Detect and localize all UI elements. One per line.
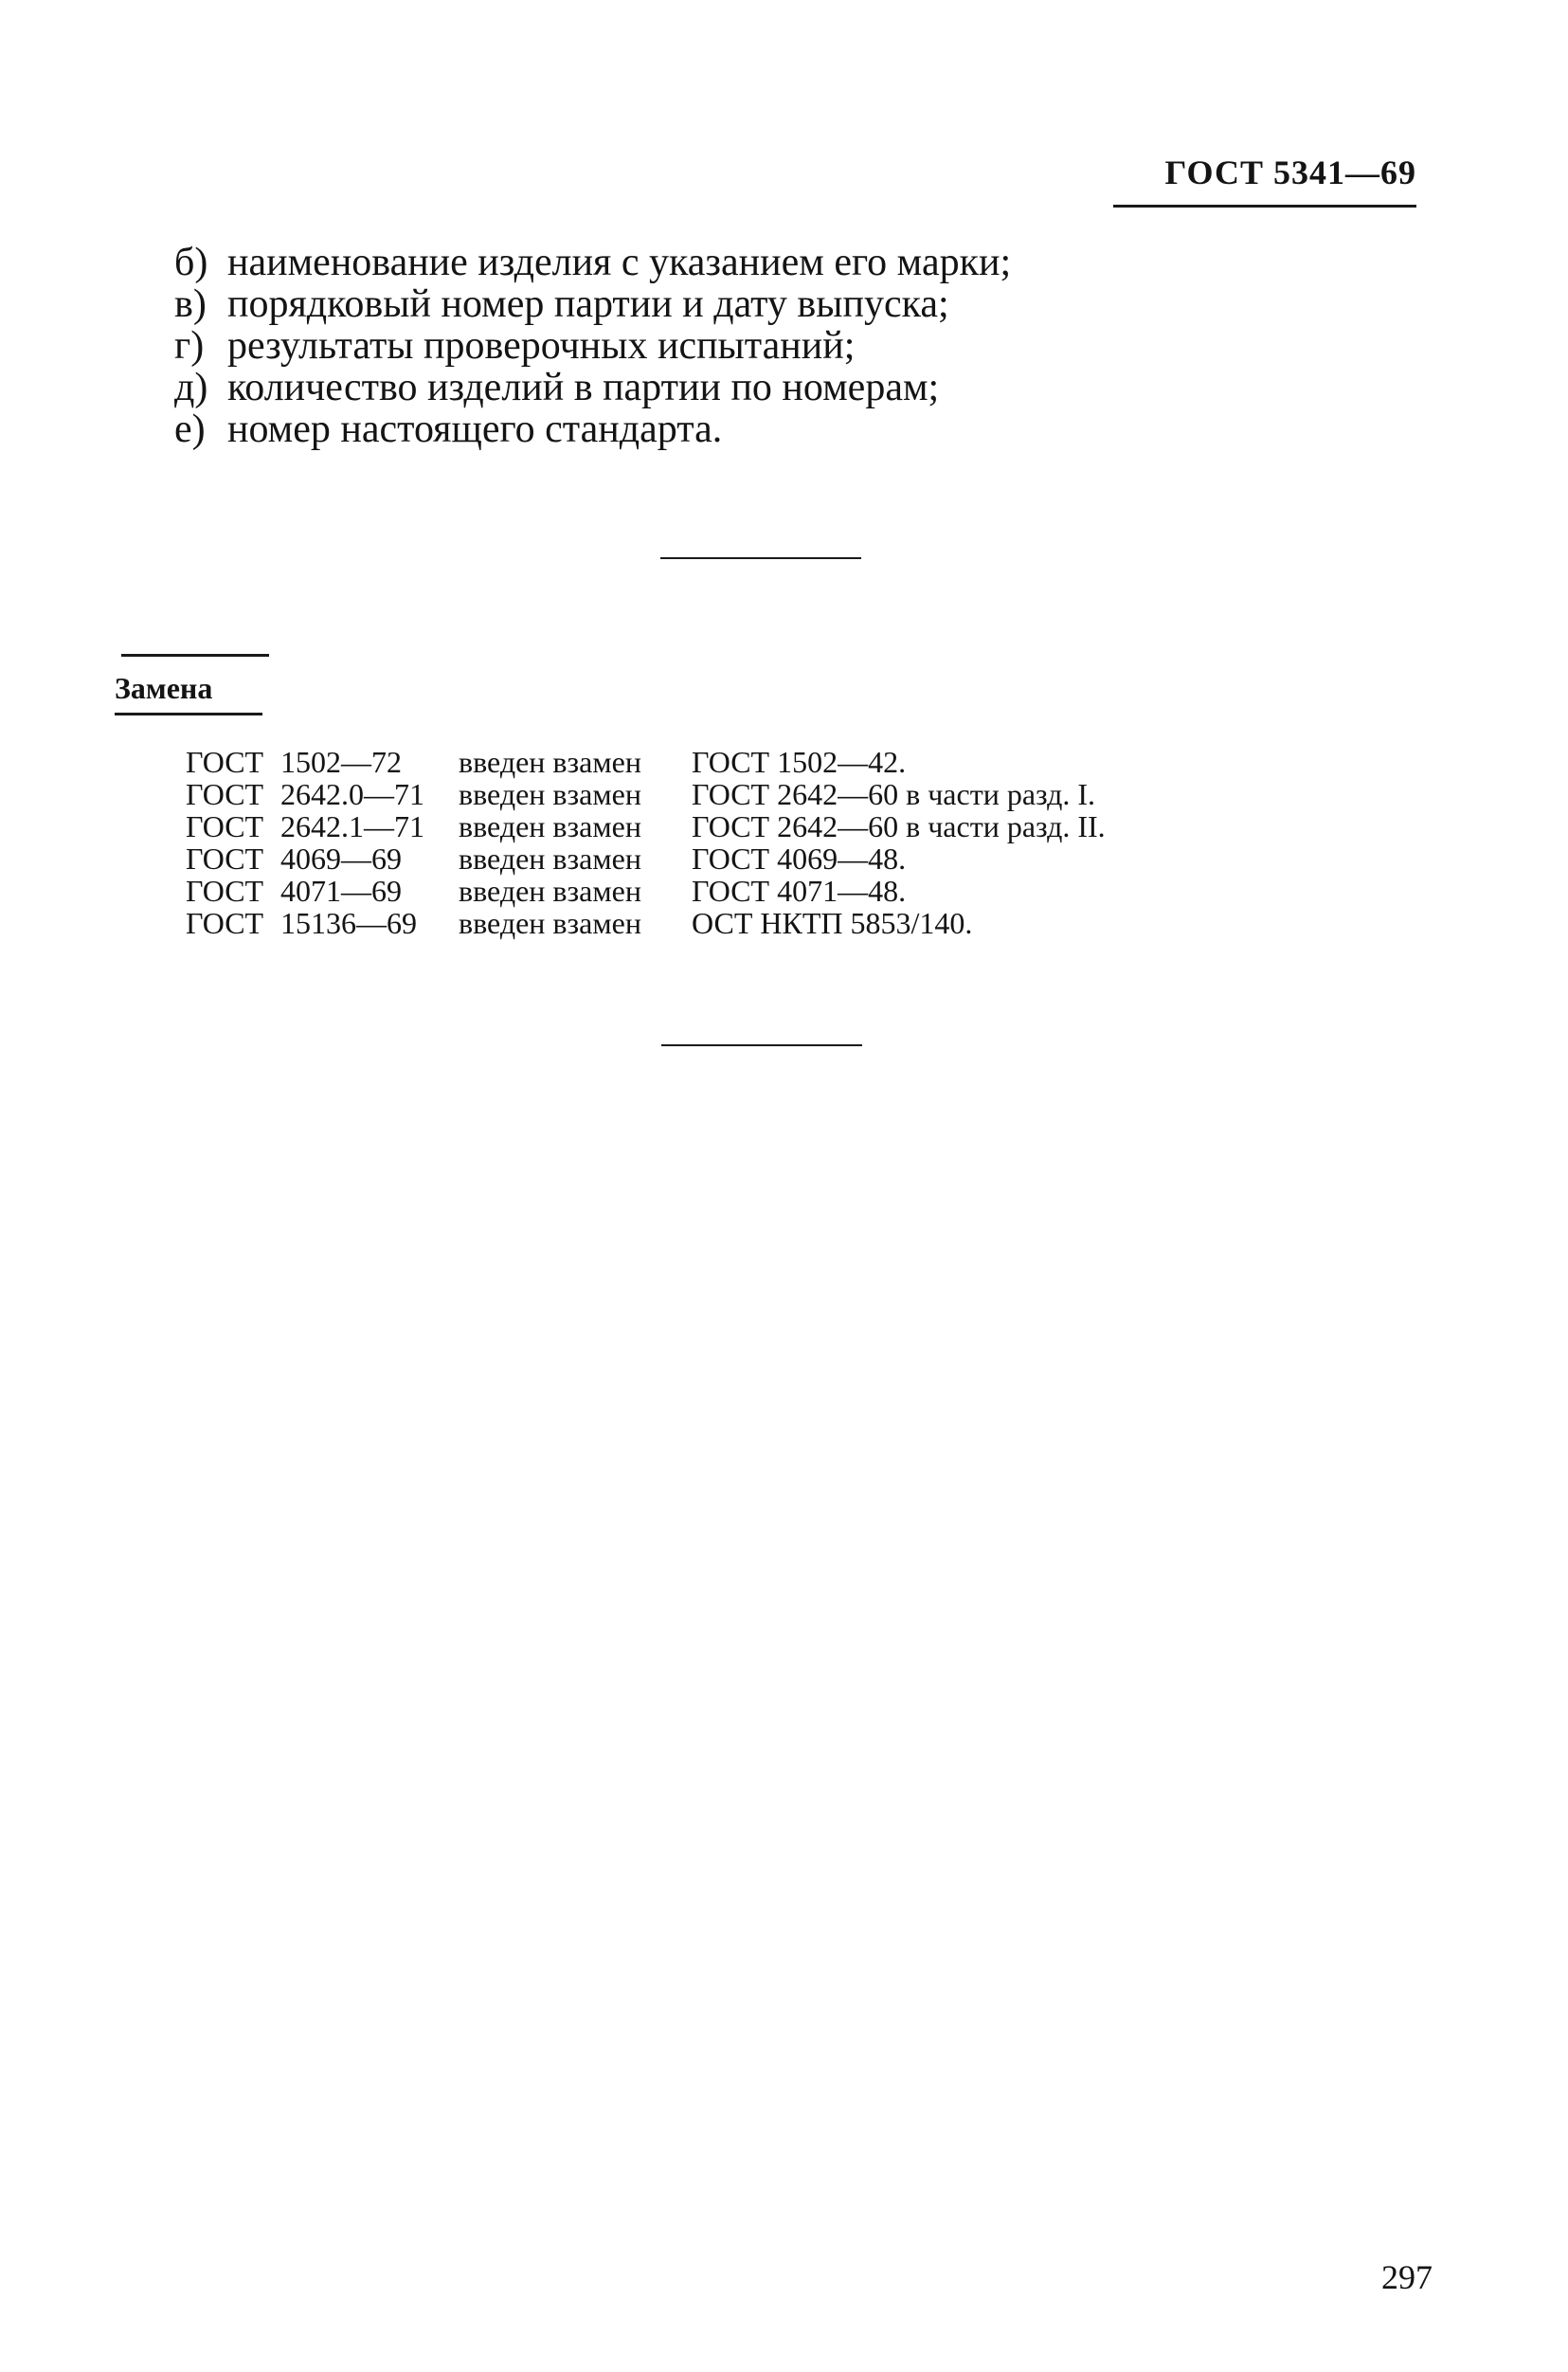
list-item — [174, 408, 1011, 450]
list-item-text: количество изделий в партии по номерам; — [227, 366, 940, 409]
standard-number: ГОСТ 5341—69 — [1164, 154, 1416, 191]
requirements-list — [174, 242, 1011, 450]
replacement-row — [186, 875, 1106, 907]
list-item-text: результаты проверочных испытаний; — [227, 324, 856, 368]
gost-label: ГОСТ — [186, 874, 264, 908]
replacement-verb: введен взамен — [459, 777, 641, 811]
replacement-row — [186, 907, 1106, 939]
section-divider — [661, 1044, 862, 1046]
gost-label: ГОСТ — [186, 906, 264, 940]
replacement-verb: введен взамен — [459, 809, 641, 843]
page-number: 297 — [1381, 2258, 1433, 2296]
gost-label: ГОСТ — [186, 745, 264, 779]
replaced-standard: ГОСТ 1502—42. — [692, 745, 907, 779]
replaced-standard: ГОСТ 4069—48. — [692, 842, 907, 876]
section-divider — [660, 557, 861, 559]
list-item — [174, 242, 1011, 283]
replaced-standard: ГОСТ 4071—48. — [692, 874, 907, 908]
gost-label: ГОСТ — [186, 842, 264, 876]
list-item — [174, 283, 1011, 325]
replacement-verb: введен взамен — [459, 842, 641, 876]
gost-number: 2642.0—71 — [280, 777, 424, 811]
replacement-rows — [186, 746, 1106, 939]
list-item-mark: д) — [174, 366, 208, 409]
replacement-verb: введен взамен — [459, 906, 641, 940]
replaced-standard: ОСТ НКТП 5853/140. — [692, 906, 973, 940]
list-item — [174, 325, 1011, 367]
replacement-row — [186, 810, 1106, 842]
gost-number: 4069—69 — [280, 842, 402, 876]
replacement-verb: введен взамен — [459, 874, 641, 908]
title-top-rule — [121, 654, 269, 657]
replacement-row — [186, 842, 1106, 875]
title-bottom-rule — [115, 713, 262, 715]
gost-label: ГОСТ — [186, 777, 264, 811]
list-item-mark: в) — [174, 282, 207, 326]
replaced-standard: ГОСТ 2642—60 в части разд. I. — [692, 777, 1096, 811]
gost-number: 1502—72 — [280, 745, 402, 779]
replaced-standard: ГОСТ 2642—60 в части разд. II. — [692, 809, 1106, 843]
replacement-title: Замена — [115, 671, 213, 705]
list-item-text: номер настоящего стандарта. — [227, 407, 723, 451]
list-item — [174, 367, 1011, 408]
list-item-text: наименование изделия с указанием его марки; — [227, 241, 1012, 284]
gost-number: 15136—69 — [280, 906, 417, 940]
gost-number: 2642.1—71 — [280, 809, 424, 843]
replacement-verb: введен взамен — [459, 745, 641, 779]
standard-header — [1113, 150, 1416, 208]
replacement-row — [186, 778, 1106, 810]
list-item-mark: е) — [174, 407, 206, 451]
replacement-row — [186, 746, 1106, 778]
list-item-mark: г) — [174, 324, 205, 368]
list-item-text: порядковый номер партии и дату выпуска; — [227, 282, 949, 326]
gost-label: ГОСТ — [186, 809, 264, 843]
list-item-mark: б) — [174, 241, 208, 284]
gost-number: 4071—69 — [280, 874, 402, 908]
